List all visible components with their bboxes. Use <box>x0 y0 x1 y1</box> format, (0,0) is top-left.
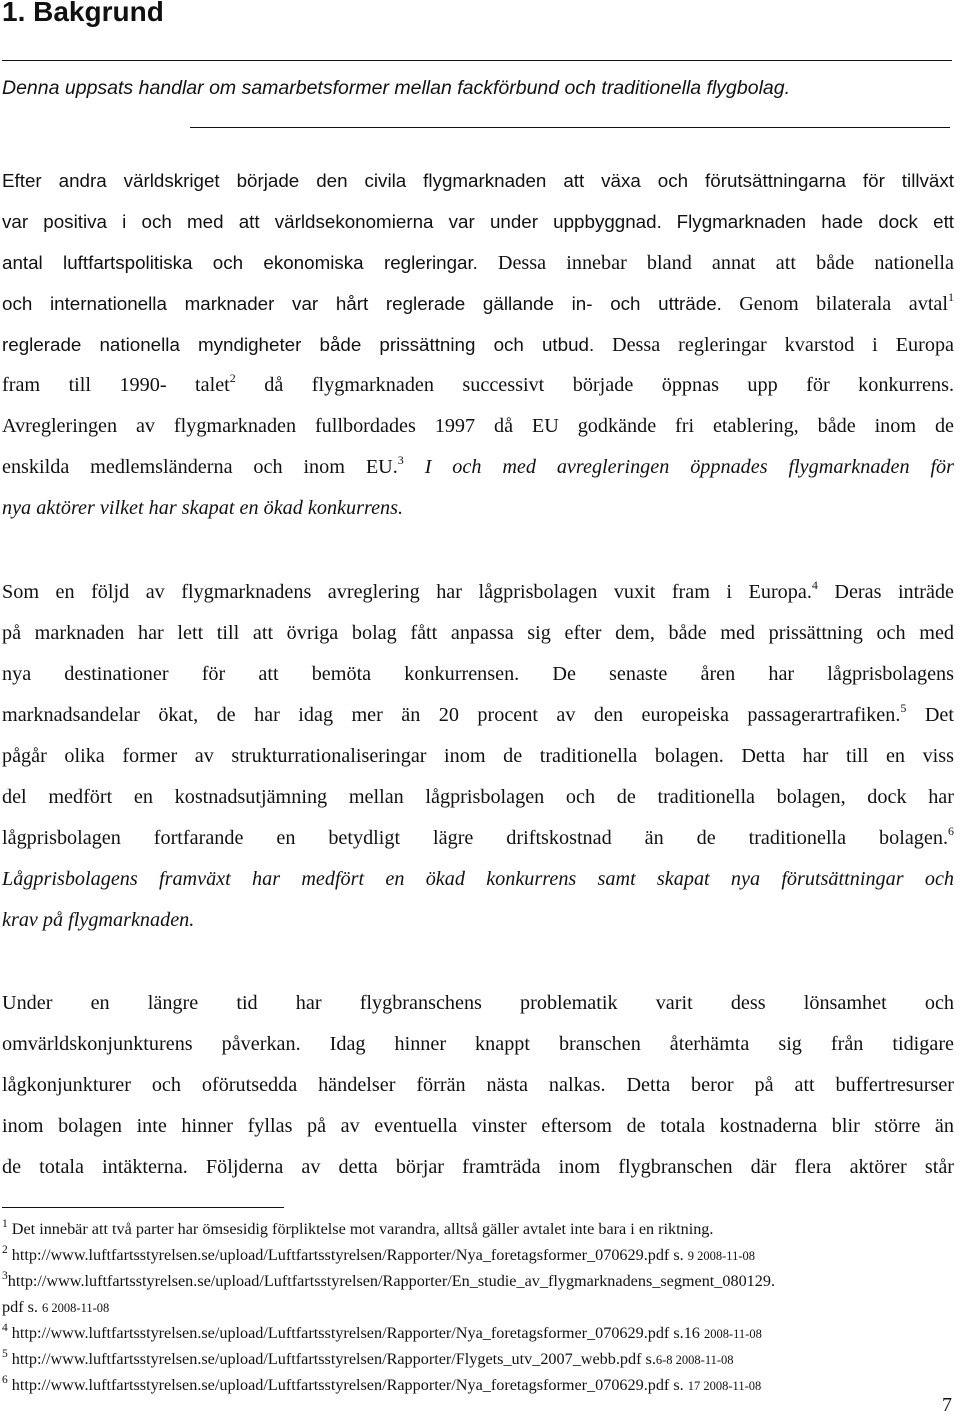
paragraph-3 <box>2 983 954 1188</box>
p2-text: De senaste åren har lågprisbolagens <box>552 663 955 685</box>
footnote-number: 3 <box>2 1270 8 1282</box>
footnote-ref: 3 <box>397 453 404 467</box>
p2-line-8 <box>2 859 954 900</box>
p2-line-1 <box>2 572 954 613</box>
footnote-link[interactable]: http://www.luftfartsstyrelsen.se/upload/Luftfartsstyrelsen/Rapporter/Nya_foretagsformer_070629.pdf s.16 <box>11 1324 700 1342</box>
p3-text: lågkonjunkturer och oförutsedda händelser förrän nästa nalkas. <box>2 1074 606 1096</box>
footnote-date: 9 2008-11-08 <box>687 1249 756 1263</box>
footnote-separator <box>2 1207 284 1208</box>
footnote-3 <box>2 1268 957 1294</box>
p1-text: fram till 1990- talet <box>2 374 230 396</box>
p2-text: del medfört en kostnadsutjämning mellan lågprisbolagen och de traditionella bolagen, dock har <box>2 786 954 808</box>
p2-line-7 <box>2 818 954 859</box>
p3-text: Följderna av detta börjar framträda inom flygbranschen där flera aktörer står <box>205 1156 954 1178</box>
p1-line-4 <box>2 283 954 324</box>
footnote-4 <box>2 1320 957 1346</box>
p1-text: och internationella marknader var hårt reglerade gällande in- och utträde. <box>2 293 722 314</box>
p3-line-3 <box>2 1065 954 1106</box>
p1-text: Flygmarknaden hade dock ett <box>676 211 955 232</box>
footnote-link[interactable]: http://www.luftfartsstyrelsen.se/upload/Luftfartsstyrelsen/Rapporter/Nya_foretagsformer_070629.pdf s. <box>11 1246 684 1264</box>
p3-line-5 <box>2 1147 954 1188</box>
footnote-link[interactable]: pdf s. <box>2 1298 38 1316</box>
footnote-date: 2008-11-08 <box>703 1327 762 1341</box>
p1-line-3 <box>2 242 954 283</box>
p2-text: nya destinationer för att bemöta konkurrensen. <box>2 663 520 685</box>
rule-bottom <box>190 127 950 128</box>
paragraph-1 <box>2 160 954 529</box>
footnote-link[interactable]: http://www.luftfartsstyrelsen.se/upload/Luftfartsstyrelsen/Rapporter/Flygets_utv_2007_webb.pdf s. <box>11 1350 656 1368</box>
p3-line-2 <box>2 1024 954 1065</box>
rule-top <box>2 60 952 61</box>
footnote-ref: 1 <box>948 290 955 304</box>
p2-text: krav på flygmarknaden. <box>2 909 195 931</box>
page-number: 7 <box>942 1394 952 1416</box>
p2-line-6 <box>2 777 954 818</box>
p2-text: Deras inträde <box>834 581 954 603</box>
footnote-ref: 6 <box>948 824 954 838</box>
footnote-ref: 4 <box>811 578 818 592</box>
footnote-number: 2 <box>2 1244 8 1256</box>
footnote-link[interactable]: http://www.luftfartsstyrelsen.se/upload/Luftfartsstyrelsen/Rapporter/Nya_foretagsformer_070629.pdf s. <box>11 1376 684 1394</box>
p2-line-4 <box>2 695 954 736</box>
footnote-text: Det innebär att två parter har ömsesidig förpliktelse mot varandra, alltså gäller avtalet inte bara i en riktning. <box>11 1220 714 1238</box>
p2-line-3 <box>2 654 954 695</box>
p1-text: Avregleringen av flygmarknaden fullbordades 1997 då EU godkände fri etablering, både inom de <box>2 415 954 437</box>
p2-text: på marknaden har lett till att övriga bolag fått anpassa sig efter dem, både med prissättning och med <box>2 622 954 644</box>
footnote-6 <box>2 1372 957 1398</box>
footnote-3-cont <box>2 1294 957 1320</box>
p3-text: Idag hinner knappt branschen återhämta sig från tidigare <box>329 1033 955 1055</box>
abstract: Denna uppsats handlar om samarbetsformer mellan fackförbund och traditionella flygbolag. <box>2 77 791 99</box>
footnote-ref: 2 <box>229 371 236 385</box>
footnote-date: 6 2008-11-08 <box>42 1301 110 1315</box>
p2-line-9 <box>2 900 954 941</box>
p1-text: Efter andra världskriget började den civila flygmarknaden att växa och förutsättningarna för tillväxt <box>2 170 954 191</box>
p3-line-4 <box>2 1106 954 1147</box>
p1-line-1 <box>2 160 954 201</box>
p1-text: I och med avregleringen öppnades flygmarknaden för <box>424 456 955 478</box>
p1-text <box>739 290 955 315</box>
p2-text: pågår olika former av strukturrationaliseringar inom de traditionella bolagen. <box>2 745 724 767</box>
p2-line-2 <box>2 613 954 654</box>
p1-line-6 <box>2 365 954 406</box>
p3-line-1 <box>2 983 954 1024</box>
p1-line-5 <box>2 324 954 365</box>
p3-text: inom bolagen inte hinner fyllas på av eventuella vinster eftersom de totala kostnaderna blir större än <box>2 1115 954 1137</box>
p1-text: Dessa innebar bland annat att både nationella <box>497 252 954 274</box>
p2-line-5 <box>2 736 954 777</box>
p1-text: reglerade nationella myndigheter både prissättning och utbud. <box>2 334 595 355</box>
footnote-date: 6-8 2008-11-08 <box>655 1353 734 1367</box>
p1-text: var positiva i och med att världsekonomierna var under uppbyggnad. <box>2 211 662 232</box>
footnote-1 <box>2 1216 957 1242</box>
footnote-number: 5 <box>2 1348 8 1360</box>
p3-text: omvärldskonjunkturens påverkan. <box>2 1033 301 1055</box>
footnote-number: 4 <box>2 1322 8 1334</box>
p2-text: marknadsandelar ökat, de har idag mer än 20 procent av den europeiska passagerartrafiken. <box>2 704 901 726</box>
p1-text: enskilda medlemsländerna och inom EU. <box>2 456 398 478</box>
p1-text: Dessa regleringar kvarstod i Europa <box>612 334 955 356</box>
p1-text: då flygmarknaden successivt började öppnas upp för konkurrens. <box>264 374 955 396</box>
footnote-number: 1 <box>2 1218 8 1230</box>
footnote-5 <box>2 1346 957 1372</box>
p1-line-9 <box>2 488 954 529</box>
paragraph-2 <box>2 572 954 941</box>
p1-text: nya aktörer vilket har skapat en ökad konkurrens. <box>2 497 404 519</box>
footnote-date: 17 2008-11-08 <box>687 1379 762 1393</box>
footnote-2 <box>2 1242 957 1268</box>
p2-text: Lågprisbolagens framväxt har medfört en ökad konkurrens samt skapat nya förutsättningar och <box>2 868 954 890</box>
footnote-number: 6 <box>2 1374 8 1386</box>
p2-text: Det <box>924 704 954 726</box>
p3-text: de totala intäkterna. <box>2 1156 188 1178</box>
p1-line-7 <box>2 406 954 447</box>
p2-text: Detta har till en viss <box>741 745 954 767</box>
footnotes <box>2 1216 957 1398</box>
footnote-link[interactable]: http://www.luftfartsstyrelsen.se/upload/Luftfartsstyrelsen/Rapporter/En_studie_av_flygmarknadens_segment_080129. <box>7 1272 775 1290</box>
p3-text: Under en längre tid har flygbranschens problematik varit dess lönsamhet och <box>2 992 954 1014</box>
section-heading: 1. Bakgrund <box>2 0 164 27</box>
p1-text: Genom bilaterala avtal <box>739 293 949 315</box>
p1-line-8 <box>2 447 954 488</box>
p2-text: Som en följd av flygmarknadens avreglering har lågprisbolagen vuxit fram i Europa. <box>2 581 812 603</box>
p2-text: lågprisbolagen fortfarande en betydligt lägre driftskostnad än de traditionella bolagen. <box>2 827 948 849</box>
footnote-ref: 5 <box>900 701 907 715</box>
p3-text: Detta beror på att buffertresurser <box>626 1074 955 1096</box>
p1-line-2 <box>2 201 954 242</box>
p1-text: antal luftfartspolitiska och ekonomiska regleringar. <box>2 252 478 273</box>
